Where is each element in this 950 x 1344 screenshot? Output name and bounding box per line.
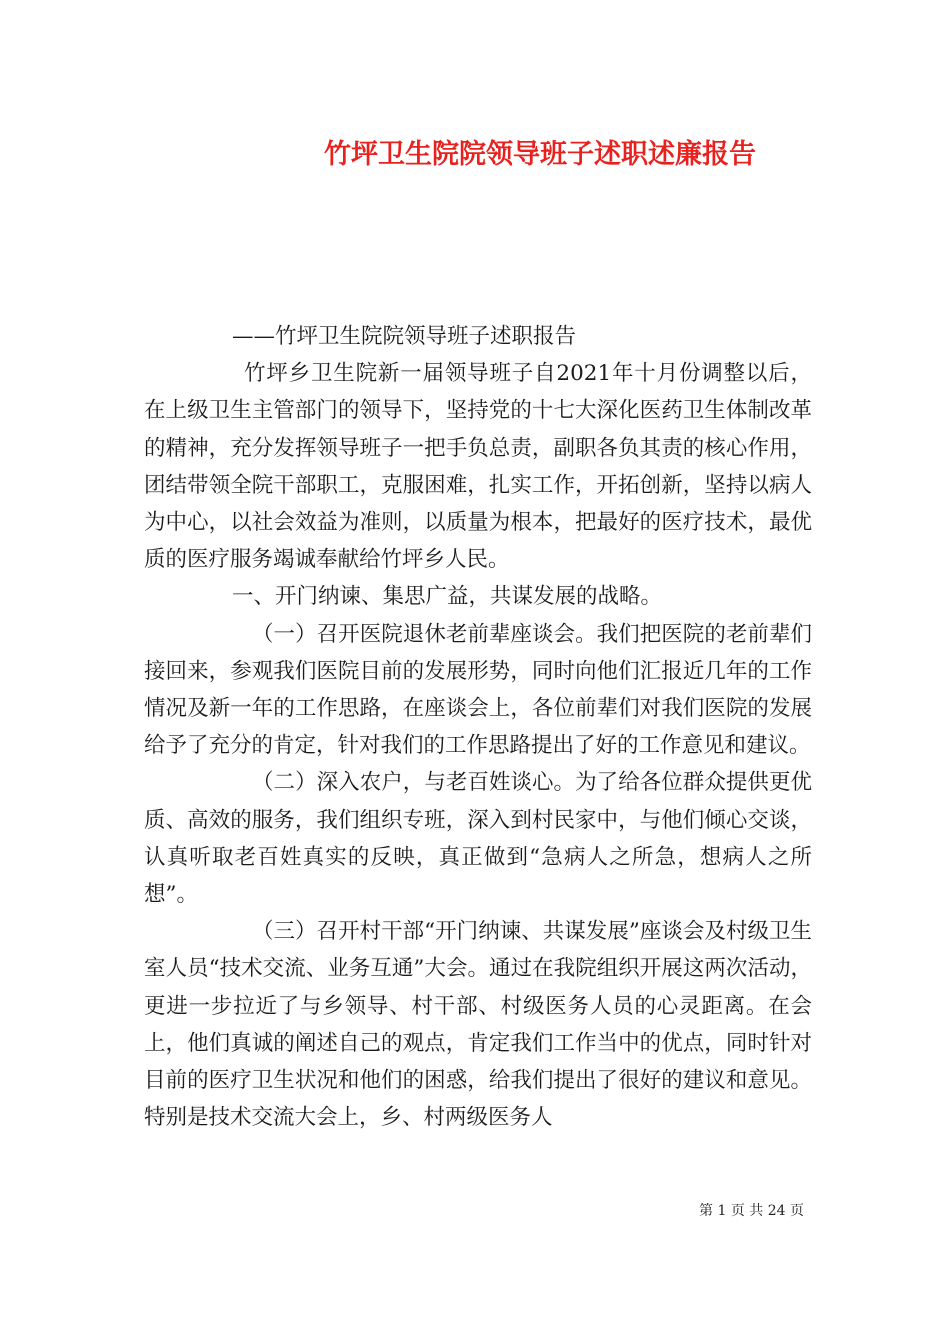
document-subtitle: ——竹坪卫生院院领导班子述职报告 <box>232 324 577 349</box>
paragraph-item-3: （三）召开村干部“开门纳谏、共谋发展”座谈会及村级卫生室人员“技术交流、业务互通”大会。通过在我院组织开展这两次活动，更进一步拉近了与乡领导、村干部、村级医务人员的心灵距离。在会上，他们真诚的阐述自己的观点，肯定我们工作当中的优点，同时针对目前的医疗卫生状况和他们的困惑，给我们提出了很好的建议和意见。特别是技术交流大会上，乡、村两级医务人 <box>144 919 812 1131</box>
section-heading-1: 一、开门纳谏、集思广益，共谋发展的战略。 <box>232 584 663 610</box>
page-number-footer: 第 1 页 共 24 页 <box>699 1203 804 1219</box>
paragraph-intro: 竹坪乡卫生院新一届领导班子自2021年十月份调整以后，在上级卫生主管部门的领导下，坚持党的十七大深化医药卫生体制改革的精神，充分发挥领导班子一把手负总责，副职各负其责的核心作用，团结带领全院干部职工，克服困难，扎实工作，开拓创新，坚持以病人为中心，以社会效益为准则，以质量为根本，把最好的医疗技术，最优质的医疗服务竭诚奉献给竹坪乡人民。 <box>144 361 812 573</box>
document-body <box>144 318 812 1136</box>
paragraph-item-2: （二）深入农户，与老百姓谈心。为了给各位群众提供更优质、高效的服务，我们组织专班，深入到村民家中，与他们倾心交谈，认真听取老百姓真实的反映，真正做到“急病人之所急，想病人之所想”。 <box>144 770 812 908</box>
paragraph-item-1: （一）召开医院退休老前辈座谈会。我们把医院的老前辈们接回来，参观我们医院目前的发展形势，同时向他们汇报近几年的工作情况及新一年的工作思路，在座谈会上，各位前辈们对我们医院的发展给予了充分的肯定，针对我们的工作思路提出了好的工作意见和建议。 <box>144 621 812 759</box>
document-title: 竹坪卫生院院领导班子述职述廉报告 <box>324 139 756 170</box>
